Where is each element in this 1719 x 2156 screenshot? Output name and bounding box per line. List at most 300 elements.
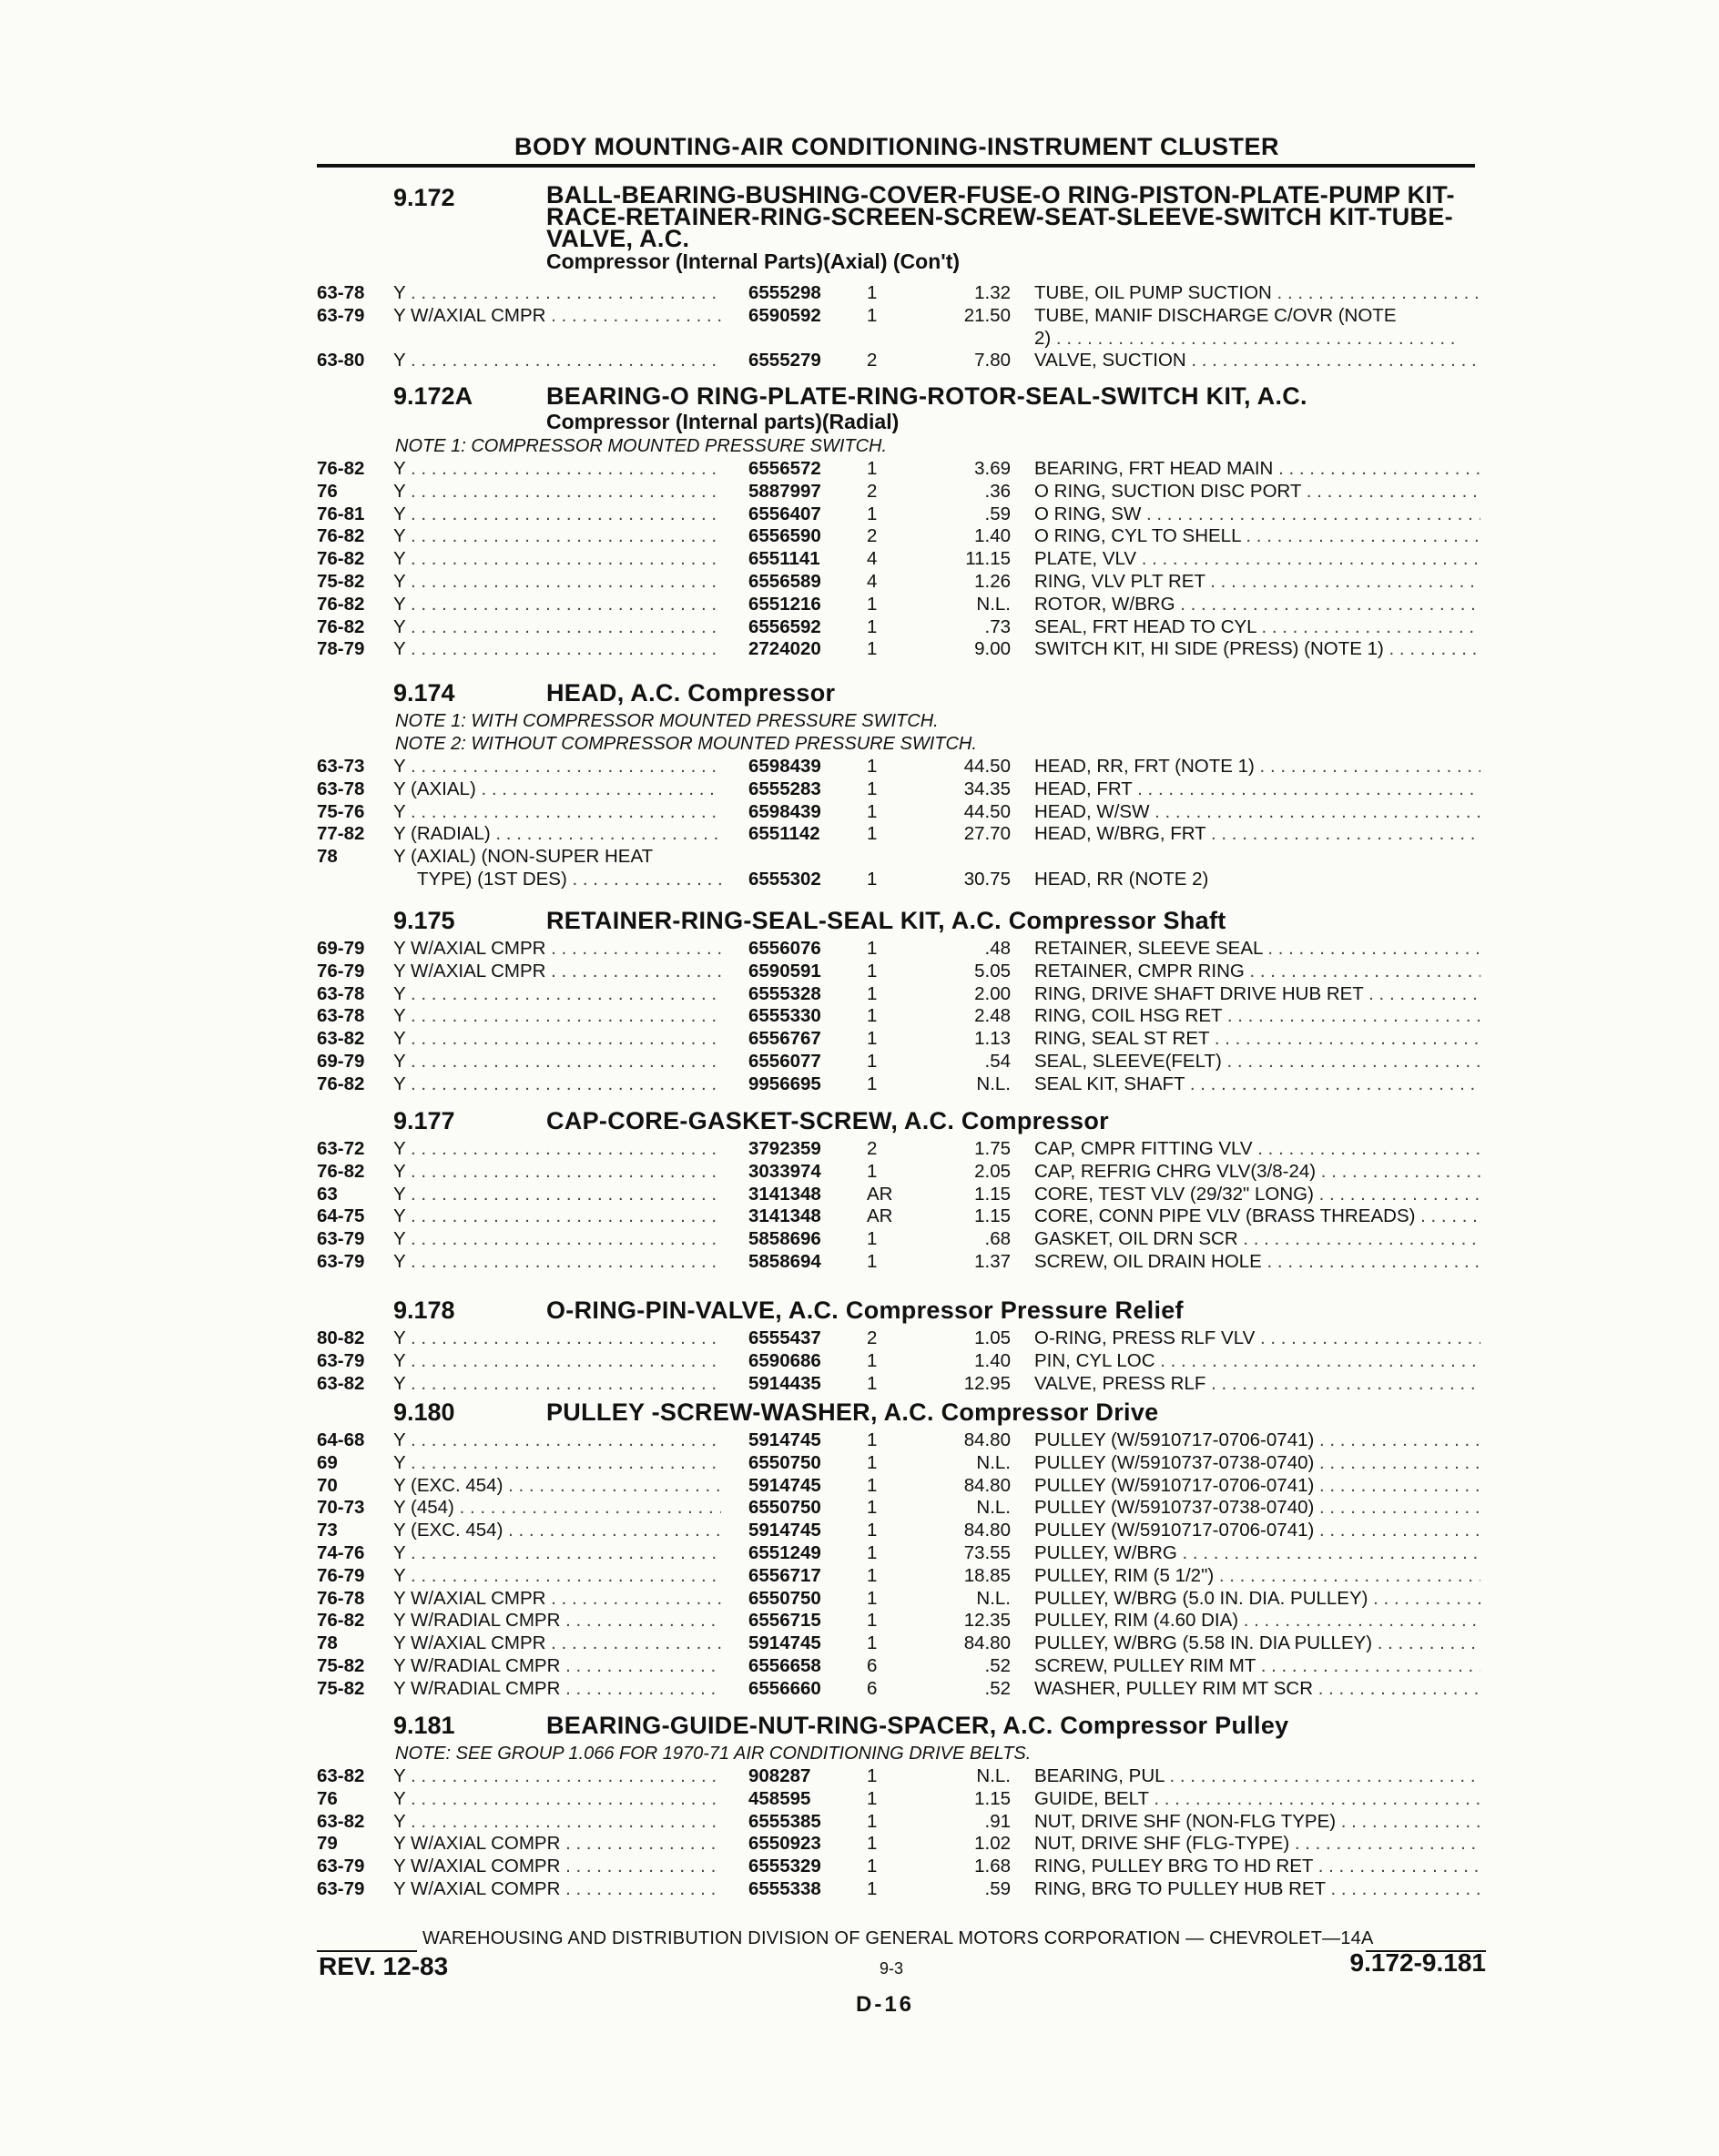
section-note: NOTE: SEE GROUP 1.066 FOR 1970-71 AIR CONDITIONING DRIVE BELTS. xyxy=(395,1744,1032,1764)
page-title: BODY MOUNTING-AIR CONDITIONING-INSTRUMENT CLUSTER xyxy=(514,133,1279,160)
part-description: PULLEY, RIM (5 1/2") . . . xyxy=(1034,1565,1480,1588)
part-row xyxy=(0,1327,1719,1350)
quantity: 2 xyxy=(867,525,878,547)
part-number: 458595 xyxy=(748,1787,811,1809)
part-number: 6555385 xyxy=(748,1810,821,1832)
part-row xyxy=(0,778,1719,801)
quantity: 1 xyxy=(867,615,878,637)
part-number: 6551141 xyxy=(748,548,820,570)
model-years: 76-82 xyxy=(317,1073,365,1094)
quantity: 1 xyxy=(867,1877,878,1899)
section-subtitle: Compressor (Internal Parts)(Axial) (Con't) xyxy=(546,249,961,273)
quantity: 1 xyxy=(867,1564,878,1586)
quantity: 4 xyxy=(867,570,878,592)
section-header xyxy=(0,1297,1719,1327)
application: Y . . . xyxy=(393,1327,721,1350)
quantity: 1 xyxy=(867,304,878,326)
quantity: 1 xyxy=(867,1028,878,1050)
part-number: 6590686 xyxy=(748,1349,821,1371)
model-years: 63-79 xyxy=(317,1349,365,1371)
part-number: 6556592 xyxy=(748,615,821,637)
application: Y (AXIAL) . . . xyxy=(393,778,721,801)
part-description: NUT, DRIVE SHF (NON-FLG TYPE) . . . xyxy=(1034,1811,1480,1834)
part-number: 6555283 xyxy=(748,778,821,799)
list-price: .68 xyxy=(984,1228,1011,1250)
quantity: 1 xyxy=(867,778,878,799)
part-description: NUT, DRIVE SHF (FLG-TYPE) . . . xyxy=(1034,1833,1480,1856)
application: Y . . . xyxy=(393,616,721,639)
application-cont: TYPE) (1ST DES) . . . xyxy=(417,869,721,891)
part-row xyxy=(0,1765,1719,1788)
part-row xyxy=(0,1811,1719,1834)
list-price: .59 xyxy=(984,503,1011,524)
section-subtitle: Compressor (Internal parts)(Radial) xyxy=(546,410,900,433)
part-description: HEAD, FRT . . . xyxy=(1034,778,1480,801)
application: Y (EXC. 454) . . . xyxy=(393,1475,721,1498)
part-description: BEARING, PUL . . . xyxy=(1034,1765,1480,1788)
model-years: 63-78 xyxy=(317,982,365,1004)
model-years: 75-76 xyxy=(317,800,365,822)
model-years: 75-82 xyxy=(317,570,365,592)
part-description: CAP, REFRIG CHRG VLV(3/8-24) . . . xyxy=(1034,1161,1480,1184)
part-row xyxy=(0,638,1719,661)
part-description: SCREW, OIL DRAIN HOLE . . . xyxy=(1034,1251,1480,1274)
part-row xyxy=(0,481,1719,503)
section-title: BEARING-GUIDE-NUT-RING-SPACER, A.C. Compressor Pulley xyxy=(546,1712,1289,1739)
part-number: 6556717 xyxy=(748,1564,821,1586)
model-years: 63-82 xyxy=(317,1765,365,1786)
page-number: 9-3 xyxy=(880,1959,904,1978)
list-price: 1.68 xyxy=(974,1856,1011,1877)
part-description: PULLEY, W/BRG (5.58 IN. DIA PULLEY) . . . xyxy=(1034,1632,1480,1655)
quantity: 1 xyxy=(867,1250,878,1272)
part-description: PLATE, VLV . . . xyxy=(1034,548,1480,571)
part-row xyxy=(0,1678,1719,1701)
quantity: 1 xyxy=(867,1787,878,1809)
part-row xyxy=(0,1350,1719,1373)
quantity: 1 xyxy=(867,1587,878,1609)
section-header xyxy=(0,907,1719,938)
application: Y . . . xyxy=(393,756,721,778)
application: Y (RADIAL) . . . xyxy=(393,823,721,846)
part-row xyxy=(0,1073,1719,1096)
part-description-cont: 2) . . . xyxy=(1034,328,1480,351)
parts-section xyxy=(0,382,1719,661)
part-description: HEAD, RR, FRT (NOTE 1) . . . xyxy=(1034,756,1480,778)
model-years: 76-82 xyxy=(317,525,365,547)
part-description: WASHER, PULLEY RIM MT SCR . . . xyxy=(1034,1678,1480,1701)
part-number: 6555338 xyxy=(748,1877,821,1899)
quantity: 1 xyxy=(867,1050,878,1072)
model-years: 80-82 xyxy=(317,1327,365,1348)
model-years: 76-82 xyxy=(317,548,365,570)
model-years: 76-79 xyxy=(317,1564,365,1586)
part-row xyxy=(0,1788,1719,1811)
part-row xyxy=(0,548,1719,571)
list-price: 34.35 xyxy=(963,778,1011,799)
model-years: 63-82 xyxy=(317,1028,365,1050)
part-row xyxy=(0,1161,1719,1184)
model-years: 63-79 xyxy=(317,1856,365,1877)
part-number: 6555279 xyxy=(748,350,821,371)
quantity: 1 xyxy=(867,282,878,303)
application: Y . . . xyxy=(393,801,721,824)
quantity: 1 xyxy=(867,1610,878,1632)
section-title: BALL-BEARING-BUSHING-COVER-FUSE-O RING-PISTON-PLATE-PUMP KIT-RACE-RETAINER-RING-SCREEN-SCREW-SEAT-SLEEVE-SWITCH KIT-TUBE-VALVE, A.C. xyxy=(546,181,1455,252)
quantity: 1 xyxy=(867,960,878,981)
quantity: AR xyxy=(867,1205,893,1227)
section-number: 9.175 xyxy=(393,907,455,934)
application: Y W/AXIAL CMPR . . . xyxy=(393,938,721,961)
quantity: 1 xyxy=(867,938,878,959)
part-row xyxy=(0,801,1719,824)
part-description: GUIDE, BELT . . . xyxy=(1034,1788,1480,1811)
application: Y . . . xyxy=(393,1765,721,1788)
list-price: 1.37 xyxy=(974,1250,1011,1272)
application: Y W/AXIAL COMPR . . . xyxy=(393,1856,721,1878)
part-number: 6551142 xyxy=(748,823,820,845)
list-price: 73.55 xyxy=(963,1541,1011,1563)
part-number: 6556077 xyxy=(748,1050,821,1072)
application: Y . . . xyxy=(393,571,721,594)
part-row xyxy=(0,846,1719,891)
part-description: RING, VLV PLT RET . . . xyxy=(1034,571,1480,594)
part-row xyxy=(0,823,1719,846)
application: Y W/AXIAL CMPR . . . xyxy=(393,305,721,328)
quantity: 2 xyxy=(867,1327,878,1348)
part-row xyxy=(0,961,1719,983)
model-years: 78 xyxy=(317,1632,338,1654)
list-price: 2.00 xyxy=(974,982,1011,1004)
part-number: 908287 xyxy=(748,1765,811,1786)
quantity: 1 xyxy=(867,1520,878,1541)
part-number: 6598439 xyxy=(748,800,821,822)
section-title: CAP-CORE-GASKET-SCREW, A.C. Compressor xyxy=(546,1107,1109,1134)
quantity: 6 xyxy=(867,1677,878,1699)
quantity: 1 xyxy=(867,1810,878,1832)
application: Y . . . xyxy=(393,350,721,372)
application: Y . . . xyxy=(393,594,721,616)
section-title: BEARING-O RING-PLATE-RING-ROTOR-SEAL-SWITCH KIT, A.C. xyxy=(546,382,1307,410)
model-years: 70 xyxy=(317,1474,338,1496)
quantity: 1 xyxy=(867,1833,878,1855)
list-price: 1.02 xyxy=(974,1833,1011,1855)
application: Y (454) . . . xyxy=(393,1497,721,1520)
list-price: 2.48 xyxy=(974,1005,1011,1027)
model-years: 63-78 xyxy=(317,778,365,799)
part-number: 6551216 xyxy=(748,593,821,615)
model-years: 63-79 xyxy=(317,1250,365,1272)
part-row xyxy=(0,525,1719,548)
model-years: 76-82 xyxy=(317,593,365,615)
list-price: N.L. xyxy=(976,1451,1011,1473)
part-description: ROTOR, W/BRG . . . xyxy=(1034,594,1480,616)
list-price: 11.15 xyxy=(965,548,1011,570)
section-number: 9.177 xyxy=(393,1107,455,1134)
part-number: 5914435 xyxy=(748,1372,821,1394)
list-price: N.L. xyxy=(976,593,1011,615)
application: Y . . . xyxy=(393,1350,721,1373)
quantity: 1 xyxy=(867,1429,878,1450)
model-years: 69 xyxy=(317,1451,338,1473)
application: Y . . . xyxy=(393,1028,721,1051)
application: Y . . . xyxy=(393,1811,721,1834)
parts-section xyxy=(0,1107,1719,1274)
quantity: 1 xyxy=(867,503,878,524)
parts-section xyxy=(0,679,1719,891)
list-price: 1.15 xyxy=(974,1787,1011,1809)
model-years: 63-78 xyxy=(317,1005,365,1027)
part-row xyxy=(0,1833,1719,1856)
application: Y W/AXIAL CMPR . . . xyxy=(393,1588,721,1611)
list-price: 5.05 xyxy=(974,960,1011,981)
part-number: 5858696 xyxy=(748,1228,821,1250)
application: Y . . . xyxy=(393,1073,721,1096)
part-description: CORE, CONN PIPE VLV (BRASS THREADS) . . . xyxy=(1034,1205,1480,1228)
part-row xyxy=(0,1878,1719,1901)
model-years: 78-79 xyxy=(317,638,365,660)
footer-division: WAREHOUSING AND DISTRIBUTION DIVISION OF GENERAL MOTORS CORPORATION — CHEVROLET—14A xyxy=(422,1928,1374,1948)
part-number: 6556076 xyxy=(748,938,821,959)
part-row xyxy=(0,305,1719,351)
part-number: 6555330 xyxy=(748,1005,821,1027)
quantity: 1 xyxy=(867,1632,878,1654)
model-years: 63-78 xyxy=(317,282,365,303)
part-description: PULLEY (W/5910717-0706-0741) . . . xyxy=(1034,1475,1480,1498)
quantity: 1 xyxy=(867,823,878,845)
application: Y . . . xyxy=(393,1205,721,1228)
part-number: 3033974 xyxy=(748,1160,821,1182)
quantity: 1 xyxy=(867,1497,878,1519)
part-number: 6556572 xyxy=(748,458,821,479)
part-number: 6598439 xyxy=(748,756,821,777)
part-row xyxy=(0,1610,1719,1632)
quantity: 1 xyxy=(867,1856,878,1877)
application: Y . . . xyxy=(393,458,721,481)
part-description: O RING, SUCTION DISC PORT . . . xyxy=(1034,481,1480,503)
part-description: TUBE, OIL PUMP SUCTION . . . xyxy=(1034,282,1480,305)
application: Y . . . xyxy=(393,1138,721,1161)
part-description: HEAD, W/BRG, FRT . . . xyxy=(1034,823,1480,846)
list-price: N.L. xyxy=(976,1765,1011,1786)
part-description: SWITCH KIT, HI SIDE (PRESS) (NOTE 1) . . . xyxy=(1034,638,1480,661)
part-description: RING, SEAL ST RET . . . xyxy=(1034,1028,1480,1051)
quantity: 1 xyxy=(867,1073,878,1094)
parts-section xyxy=(0,181,1719,372)
section-title: RETAINER-RING-SEAL-SEAL KIT, A.C. Compressor Shaft xyxy=(546,907,1226,934)
model-years: 78 xyxy=(317,846,338,868)
quantity: 1 xyxy=(867,1005,878,1027)
section-title: O-RING-PIN-VALVE, A.C. Compressor Pressure Relief xyxy=(546,1297,1184,1324)
application: Y . . . xyxy=(393,1373,721,1396)
part-row xyxy=(0,1228,1719,1251)
part-description: SEAL KIT, SHAFT . . . xyxy=(1034,1073,1480,1096)
model-years: 75-82 xyxy=(317,1677,365,1699)
list-price: N.L. xyxy=(976,1073,1011,1094)
section-number: 9.172A xyxy=(393,382,473,410)
part-description: HEAD, W/SW . . . xyxy=(1034,801,1480,824)
part-description: SEAL, SLEEVE(FELT) . . . xyxy=(1034,1051,1480,1073)
application: Y W/RADIAL CMPR . . . xyxy=(393,1678,721,1701)
application: Y . . . xyxy=(393,1228,721,1251)
list-price: 1.15 xyxy=(974,1205,1011,1227)
quantity: 1 xyxy=(867,1228,878,1250)
application: Y W/AXIAL CMPR . . . xyxy=(393,1632,721,1655)
section-title: HEAD, A.C. Compressor xyxy=(546,679,836,707)
part-number: 6556660 xyxy=(748,1677,821,1699)
quantity: 1 xyxy=(867,593,878,615)
part-number: 6590591 xyxy=(748,960,821,981)
application: Y (EXC. 454) . . . xyxy=(393,1520,721,1542)
quantity: 1 xyxy=(867,458,878,479)
part-row xyxy=(0,1373,1719,1396)
quantity: 2 xyxy=(867,1138,878,1159)
part-number: 6556715 xyxy=(748,1610,821,1632)
part-description: RING, PULLEY BRG TO HD RET . . . xyxy=(1034,1856,1480,1878)
application: Y . . . xyxy=(393,282,721,305)
part-number: 6590592 xyxy=(748,304,821,326)
part-number: 6556590 xyxy=(748,525,821,547)
section-note: NOTE 1: COMPRESSOR MOUNTED PRESSURE SWITCH. xyxy=(395,436,888,456)
part-row xyxy=(0,1005,1719,1028)
part-description: O RING, SW . . . xyxy=(1034,503,1480,526)
section-header xyxy=(0,679,1719,710)
quantity: 1 xyxy=(867,1349,878,1371)
list-price: .52 xyxy=(984,1654,1011,1676)
model-years: 76-81 xyxy=(317,503,365,524)
quantity: 1 xyxy=(867,1765,878,1786)
part-description: RING, DRIVE SHAFT DRIVE HUB RET . . . xyxy=(1034,983,1480,1006)
model-years: 64-68 xyxy=(317,1429,365,1450)
list-price: N.L. xyxy=(976,1497,1011,1519)
part-number: 6555329 xyxy=(748,1856,821,1877)
part-number: 6556589 xyxy=(748,570,821,592)
model-years: 70-73 xyxy=(317,1497,365,1519)
part-description: CAP, CMPR FITTING VLV . . . xyxy=(1034,1138,1480,1161)
model-years: 63-82 xyxy=(317,1810,365,1832)
application: Y . . . xyxy=(393,548,721,571)
application: Y . . . xyxy=(393,481,721,503)
part-number: 6555437 xyxy=(748,1327,821,1348)
parts-section xyxy=(0,1712,1719,1901)
section-header xyxy=(0,382,1719,435)
list-price: 7.80 xyxy=(974,350,1011,371)
list-price: .54 xyxy=(984,1050,1011,1072)
section-number: 9.174 xyxy=(393,679,455,707)
part-description: PULLEY, RIM (4.60 DIA) . . . xyxy=(1034,1610,1480,1632)
part-description: VALVE, SUCTION . . . xyxy=(1034,350,1480,372)
section-note: NOTE 2: WITHOUT COMPRESSOR MOUNTED PRESSURE SWITCH. xyxy=(395,734,977,754)
part-number: 6550923 xyxy=(748,1833,821,1855)
part-description: PULLEY, W/BRG . . . xyxy=(1034,1542,1480,1565)
part-row xyxy=(0,1497,1719,1520)
part-row xyxy=(0,1475,1719,1498)
application: Y . . . xyxy=(393,1542,721,1565)
list-price: 84.80 xyxy=(963,1520,1011,1541)
part-row xyxy=(0,616,1719,639)
quantity: 1 xyxy=(867,1451,878,1473)
part-number: 6550750 xyxy=(748,1497,821,1519)
model-years: 76 xyxy=(317,1787,338,1809)
quantity: 1 xyxy=(867,1474,878,1496)
part-description: PULLEY (W/5910737-0738-0740) . . . xyxy=(1034,1452,1480,1475)
model-years: 69-79 xyxy=(317,1050,365,1072)
list-price: .59 xyxy=(984,1877,1011,1899)
section-number: 9.180 xyxy=(393,1398,455,1426)
application: Y W/AXIAL COMPR . . . xyxy=(393,1833,721,1856)
part-number: 6555328 xyxy=(748,982,821,1004)
part-row xyxy=(0,1184,1719,1206)
model-years: 76 xyxy=(317,480,338,502)
model-years: 74-76 xyxy=(317,1541,365,1563)
part-number: 5914745 xyxy=(748,1520,821,1541)
application: Y . . . xyxy=(393,983,721,1006)
part-row xyxy=(0,1452,1719,1475)
list-price: 1.75 xyxy=(974,1138,1011,1159)
part-number: 3141348 xyxy=(748,1183,821,1205)
part-number: 5914745 xyxy=(748,1632,821,1654)
part-number: 6556407 xyxy=(748,503,821,524)
section-header xyxy=(0,1398,1719,1429)
part-number: 6550750 xyxy=(748,1451,821,1473)
application: Y . . . xyxy=(393,525,721,548)
list-price: 9.00 xyxy=(974,638,1011,660)
part-row xyxy=(0,1655,1719,1678)
part-number: 3792359 xyxy=(748,1138,821,1159)
part-description: SCREW, PULLEY RIM MT . . . xyxy=(1034,1655,1480,1678)
part-description: RETAINER, SLEEVE SEAL . . . xyxy=(1034,938,1480,961)
list-price: 30.75 xyxy=(963,868,1011,890)
application: Y . . . xyxy=(393,1429,721,1452)
list-price: 84.80 xyxy=(963,1474,1011,1496)
quantity: 1 xyxy=(867,756,878,777)
quantity: 1 xyxy=(867,638,878,660)
part-number: 5914745 xyxy=(748,1474,821,1496)
list-price: 27.70 xyxy=(963,823,1011,845)
part-number: 3141348 xyxy=(748,1205,821,1227)
list-price: 1.32 xyxy=(974,282,1011,303)
quantity: 1 xyxy=(867,1160,878,1182)
section-number: 9.178 xyxy=(393,1297,455,1324)
model-years: 76-82 xyxy=(317,1160,365,1182)
quantity: AR xyxy=(867,1183,893,1205)
section-header xyxy=(0,1107,1719,1138)
model-years: 75-82 xyxy=(317,1654,365,1676)
section-header xyxy=(0,181,1719,282)
list-price: 3.69 xyxy=(974,458,1011,479)
application: Y . . . xyxy=(393,1565,721,1588)
parts-section xyxy=(0,907,1719,1096)
revision-label: REV. 12-83 xyxy=(319,1952,449,1980)
model-years: 69-79 xyxy=(317,938,365,959)
list-price: 21.50 xyxy=(963,304,1011,326)
quantity: 1 xyxy=(867,868,878,890)
list-price: N.L. xyxy=(976,1587,1011,1609)
part-description: CORE, TEST VLV (29/32" LONG) . . . xyxy=(1034,1184,1480,1206)
application: Y W/RADIAL CMPR . . . xyxy=(393,1610,721,1632)
section-note: NOTE 1: WITH COMPRESSOR MOUNTED PRESSURE SWITCH. xyxy=(395,711,939,731)
part-row xyxy=(0,503,1719,526)
part-number: 5914745 xyxy=(748,1429,821,1450)
part-number: 9956695 xyxy=(748,1073,821,1094)
list-price: 1.15 xyxy=(974,1183,1011,1205)
model-years: 76-78 xyxy=(317,1587,365,1609)
model-years: 63-80 xyxy=(317,350,365,371)
part-description: PULLEY (W/5910717-0706-0741) . . . xyxy=(1034,1520,1480,1542)
quantity: 2 xyxy=(867,480,878,502)
model-years: 63-79 xyxy=(317,304,365,326)
part-description: RING, BRG TO PULLEY HUB RET . . . xyxy=(1034,1878,1480,1901)
